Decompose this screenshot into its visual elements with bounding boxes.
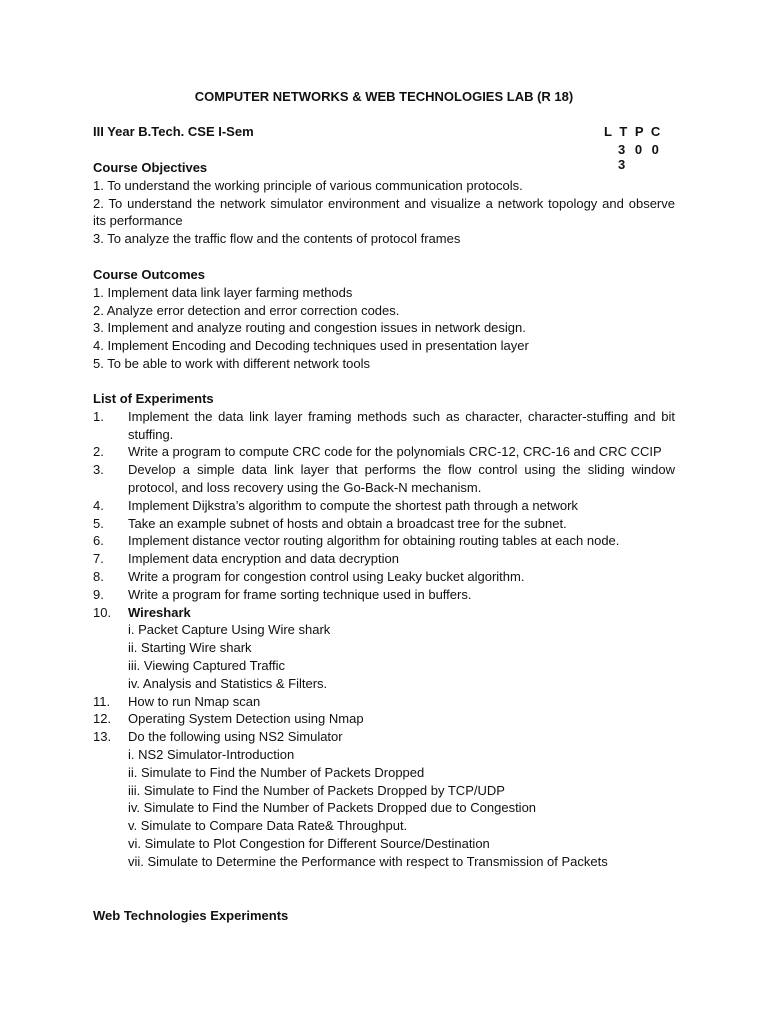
experiment-item <box>93 728 675 746</box>
wireshark-subitem: i. Packet Capture Using Wire shark <box>128 622 331 638</box>
wireshark-subitem: iii. Viewing Captured Traffic <box>128 657 286 673</box>
experiment-item <box>93 550 675 568</box>
experiment-item <box>93 461 675 497</box>
experiment-number: 1. <box>93 408 104 424</box>
experiment-item <box>93 443 675 461</box>
objective-item: 3. To analyze the traffic flow and the contents of protocol frames <box>93 231 461 247</box>
ns2-subitem: v. Simulate to Compare Data Rate& Throughput. <box>128 818 408 834</box>
ltpc-label: L T P C <box>604 124 663 139</box>
objective-item: 2. To understand the network simulator environment and visualize a network topology and observe its performance <box>93 195 675 229</box>
experiment-text: Operating System Detection using Nmap <box>128 711 364 727</box>
experiment-item <box>93 515 675 533</box>
experiment-text: Implement data encryption and data decryption <box>128 551 400 567</box>
experiment-text: How to run Nmap scan <box>128 693 261 709</box>
wireshark-subitem: ii. Starting Wire shark <box>128 640 252 656</box>
experiment-item <box>93 532 675 550</box>
outcome-item: 5. To be able to work with different network tools <box>93 355 371 371</box>
experiment-item <box>93 568 675 586</box>
document-title: COMPUTER NETWORKS & WEB TECHNOLOGIES LAB (R 18) <box>194 89 574 104</box>
experiment-number: 4. <box>93 497 104 513</box>
experiment-text: Take an example subnet of hosts and obtain a broadcast tree for the subnet. <box>128 515 567 531</box>
experiment-item <box>93 586 675 604</box>
year-line <box>93 124 675 139</box>
experiment-text: Develop a simple data link layer that performs the flow control using the sliding window protocol, and loss recovery using the Go-Back-N mechanism. <box>128 462 675 495</box>
experiment-item <box>93 693 675 711</box>
experiment-number: 5. <box>93 515 104 531</box>
experiment-number: 2. <box>93 444 104 460</box>
outcome-item: 2. Analyze error detection and error correction codes. <box>93 302 400 318</box>
experiment-text: Implement the data link layer framing methods such as character, character-stuffing and bit stuffing. <box>128 408 675 442</box>
outcome-item: 3. Implement and analyze routing and congestion issues in network design. <box>93 320 526 336</box>
experiment-text: Implement distance vector routing algorithm for obtaining routing tables at each node. <box>128 533 620 549</box>
experiment-item <box>93 408 675 444</box>
ns2-subitem: i. NS2 Simulator-Introduction <box>128 746 295 762</box>
wireshark-subitem: iv. Analysis and Statistics & Filters. <box>128 675 328 691</box>
outcomes-heading: Course Outcomes <box>93 267 205 282</box>
objectives-heading: Course Objectives <box>93 160 208 175</box>
experiment-number: 13. <box>93 729 112 745</box>
experiment-number: 11. <box>93 693 111 709</box>
experiment-text: Write a program for frame sorting technique used in buffers. <box>128 586 472 602</box>
experiment-number: 12. <box>93 711 112 727</box>
outcomes-section <box>93 266 675 373</box>
outcome-item: 1. Implement data link layer farming methods <box>93 284 353 300</box>
year-text: III Year B.Tech. CSE I-Sem <box>93 124 254 139</box>
experiment-number: 8. <box>93 568 104 584</box>
experiment-text: Write a program for congestion control using Leaky bucket algorithm. <box>128 568 525 584</box>
ns2-subitem: ii. Simulate to Find the Number of Packets Dropped <box>128 764 425 780</box>
web-technologies-heading: Web Technologies Experiments <box>93 908 289 923</box>
ltpc-values: 3 0 0 3 <box>618 142 662 172</box>
experiments-heading: List of Experiments <box>93 391 214 406</box>
objective-item: 1. To understand the working principle of various communication protocols. <box>93 177 523 193</box>
experiment-text: Do the following using NS2 Simulator <box>128 729 343 745</box>
experiment-number: 9. <box>93 586 104 602</box>
experiment-number: 3. <box>93 462 104 478</box>
experiment-number: 6. <box>93 533 104 549</box>
ns2-subitem: vii. Simulate to Determine the Performance with respect to Transmission of Packets <box>128 853 608 869</box>
outcome-item: 4. Implement Encoding and Decoding techniques used in presentation layer <box>93 338 529 354</box>
ns2-subitem: vi. Simulate to Plot Congestion for Different Source/Destination <box>128 835 490 851</box>
experiment-item <box>93 604 675 622</box>
experiment-number: 10. <box>93 604 112 620</box>
experiment-text: Wireshark <box>128 604 191 620</box>
experiment-item <box>93 710 675 728</box>
experiments-section <box>93 390 675 871</box>
experiment-number: 7. <box>93 551 104 567</box>
objectives-section <box>93 159 675 248</box>
ns2-subitem: iii. Simulate to Find the Number of Packets Dropped by TCP/UDP <box>128 782 505 798</box>
experiment-item <box>93 497 675 515</box>
experiment-text: Implement Dijkstra’s algorithm to compute the shortest path through a network <box>128 497 578 513</box>
ns2-subitem: iv. Simulate to Find the Number of Packets Dropped due to Congestion <box>128 800 537 816</box>
experiment-text: Write a program to compute CRC code for the polynomials CRC-12, CRC-16 and CRC CCIP <box>128 444 662 460</box>
